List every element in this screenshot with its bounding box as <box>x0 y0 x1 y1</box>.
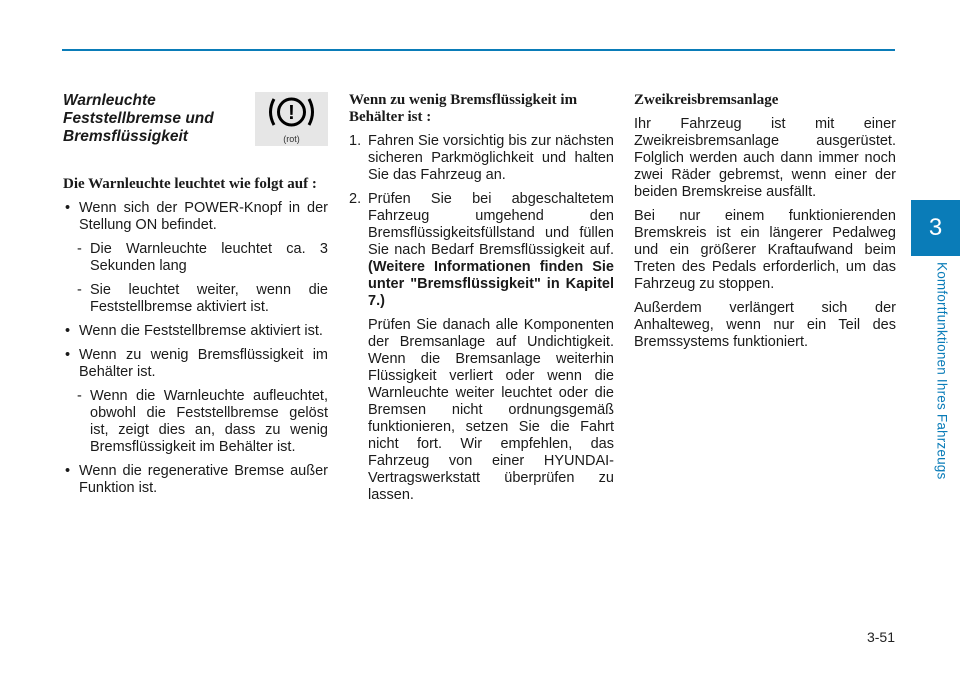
list-subitem <box>63 241 328 275</box>
chapter-title: Komfortfunktionen Ihres Fahrzeugs <box>934 262 950 480</box>
column-2 <box>349 92 614 504</box>
subitem-text: Sie leuchtet weiter, wenn die Feststellbremse aktiviert ist. <box>90 282 328 315</box>
step-number: 1. <box>349 133 362 149</box>
subitem-text: Die Warnleuchte leuchtet ca. 3 Sekunden lang <box>90 241 328 274</box>
step-paragraph <box>349 317 614 504</box>
header-rule <box>62 49 895 51</box>
dash-marker: - <box>77 241 82 257</box>
chapter-number: 3 <box>928 214 943 241</box>
brake-warning-icon <box>255 92 328 146</box>
paragraph: Außerdem verlängert sich der Anhalteweg, wenn nur ein Teil des Bremssystems funktioniert. <box>634 300 896 350</box>
column-3 <box>634 92 896 351</box>
subitem-text: Wenn die Warnleuchte aufleuchtet, obwohl die Feststellbremse gelöst ist, zeigt dies an, dass zu wenig Bremsflüssigkeit im Behälter ist. <box>90 388 328 455</box>
page-number: 3-51 <box>866 629 895 645</box>
list-item: • Wenn zu wenig Bremsflüssigkeit im Behälter ist. <box>63 347 328 381</box>
list-subitem <box>63 282 328 316</box>
col3-heading: Zweikreisbremsanlage <box>634 92 779 108</box>
warning-symbol-glyph: ! <box>288 102 295 124</box>
step-item <box>349 191 614 310</box>
chapter-side-title <box>935 262 949 502</box>
dash-marker: - <box>77 388 82 404</box>
col1-heading: Die Warnleuchte leuchtet wie folgt auf : <box>63 176 317 192</box>
step-item <box>349 133 614 184</box>
col2-heading: Wenn zu wenig Bremsflüssigkeit im Behälter ist : <box>349 92 578 125</box>
paragraph: Ihr Fahrzeug ist mit einer Zweikreisbremsanlage ausgerüstet. Folglich werden auch dann immer noch zwei Räder gebremst, wenn einer der beiden Bremskreise ausfällt. <box>634 116 896 200</box>
paragraph: Bei nur einem funktionierenden Bremskreis ist ein längerer Pedalweg und ein größerer Kraftaufwand beim Treten des Pedals erforderlich, um das Fahrzeug zu stoppen. <box>634 208 896 292</box>
list-item: • Wenn die Feststellbremse aktiviert ist. <box>63 323 328 340</box>
dash-marker: - <box>77 282 82 298</box>
list-subitem <box>63 388 328 456</box>
step-text: Prüfen Sie bei abgeschaltetem Fahrzeug umgehend den Bremsflüssigkeitsfüllstand und füllen Sie nach Bedarf Bremsflüssigkeit auf. <box>368 191 614 258</box>
chapter-tab <box>911 200 960 256</box>
step-text: Prüfen Sie danach alle Komponenten der Bremsanlage auf Undichtigkeit. Wenn die Bremsanlage weiterhin Flüssigkeit verliert oder wenn die Warnleuchte weiter leuchtet oder die Bremsen nicht ordnungsgemäß funktionieren, setzen Sie die Fahrt nicht fort. Wir empfehlen, das Fahrzeug von einer HYUNDAI-Vertragswerkstatt überprüfen zu lassen. <box>368 317 614 503</box>
step-text: Fahren Sie vorsichtig bis zur nächsten sicheren Parkmöglichkeit und halten Sie das Fahrzeug an. <box>368 133 614 183</box>
warning-title: Warnleuchte Feststellbremse und Bremsflüssigkeit <box>63 92 214 145</box>
list-item: • Wenn die regenerative Bremse außer Funktion ist. <box>63 463 328 497</box>
list-item: • Wenn sich der POWER-Knopf in der Stellung ON befindet. <box>63 200 328 234</box>
step-reference: (Weitere Informationen finden Sie unter "Bremsflüssigkeit" in Kapitel 7.) <box>368 259 614 309</box>
icon-caption: (rot) <box>283 134 300 144</box>
column-1 <box>63 92 328 497</box>
step-number: 2. <box>349 191 362 207</box>
